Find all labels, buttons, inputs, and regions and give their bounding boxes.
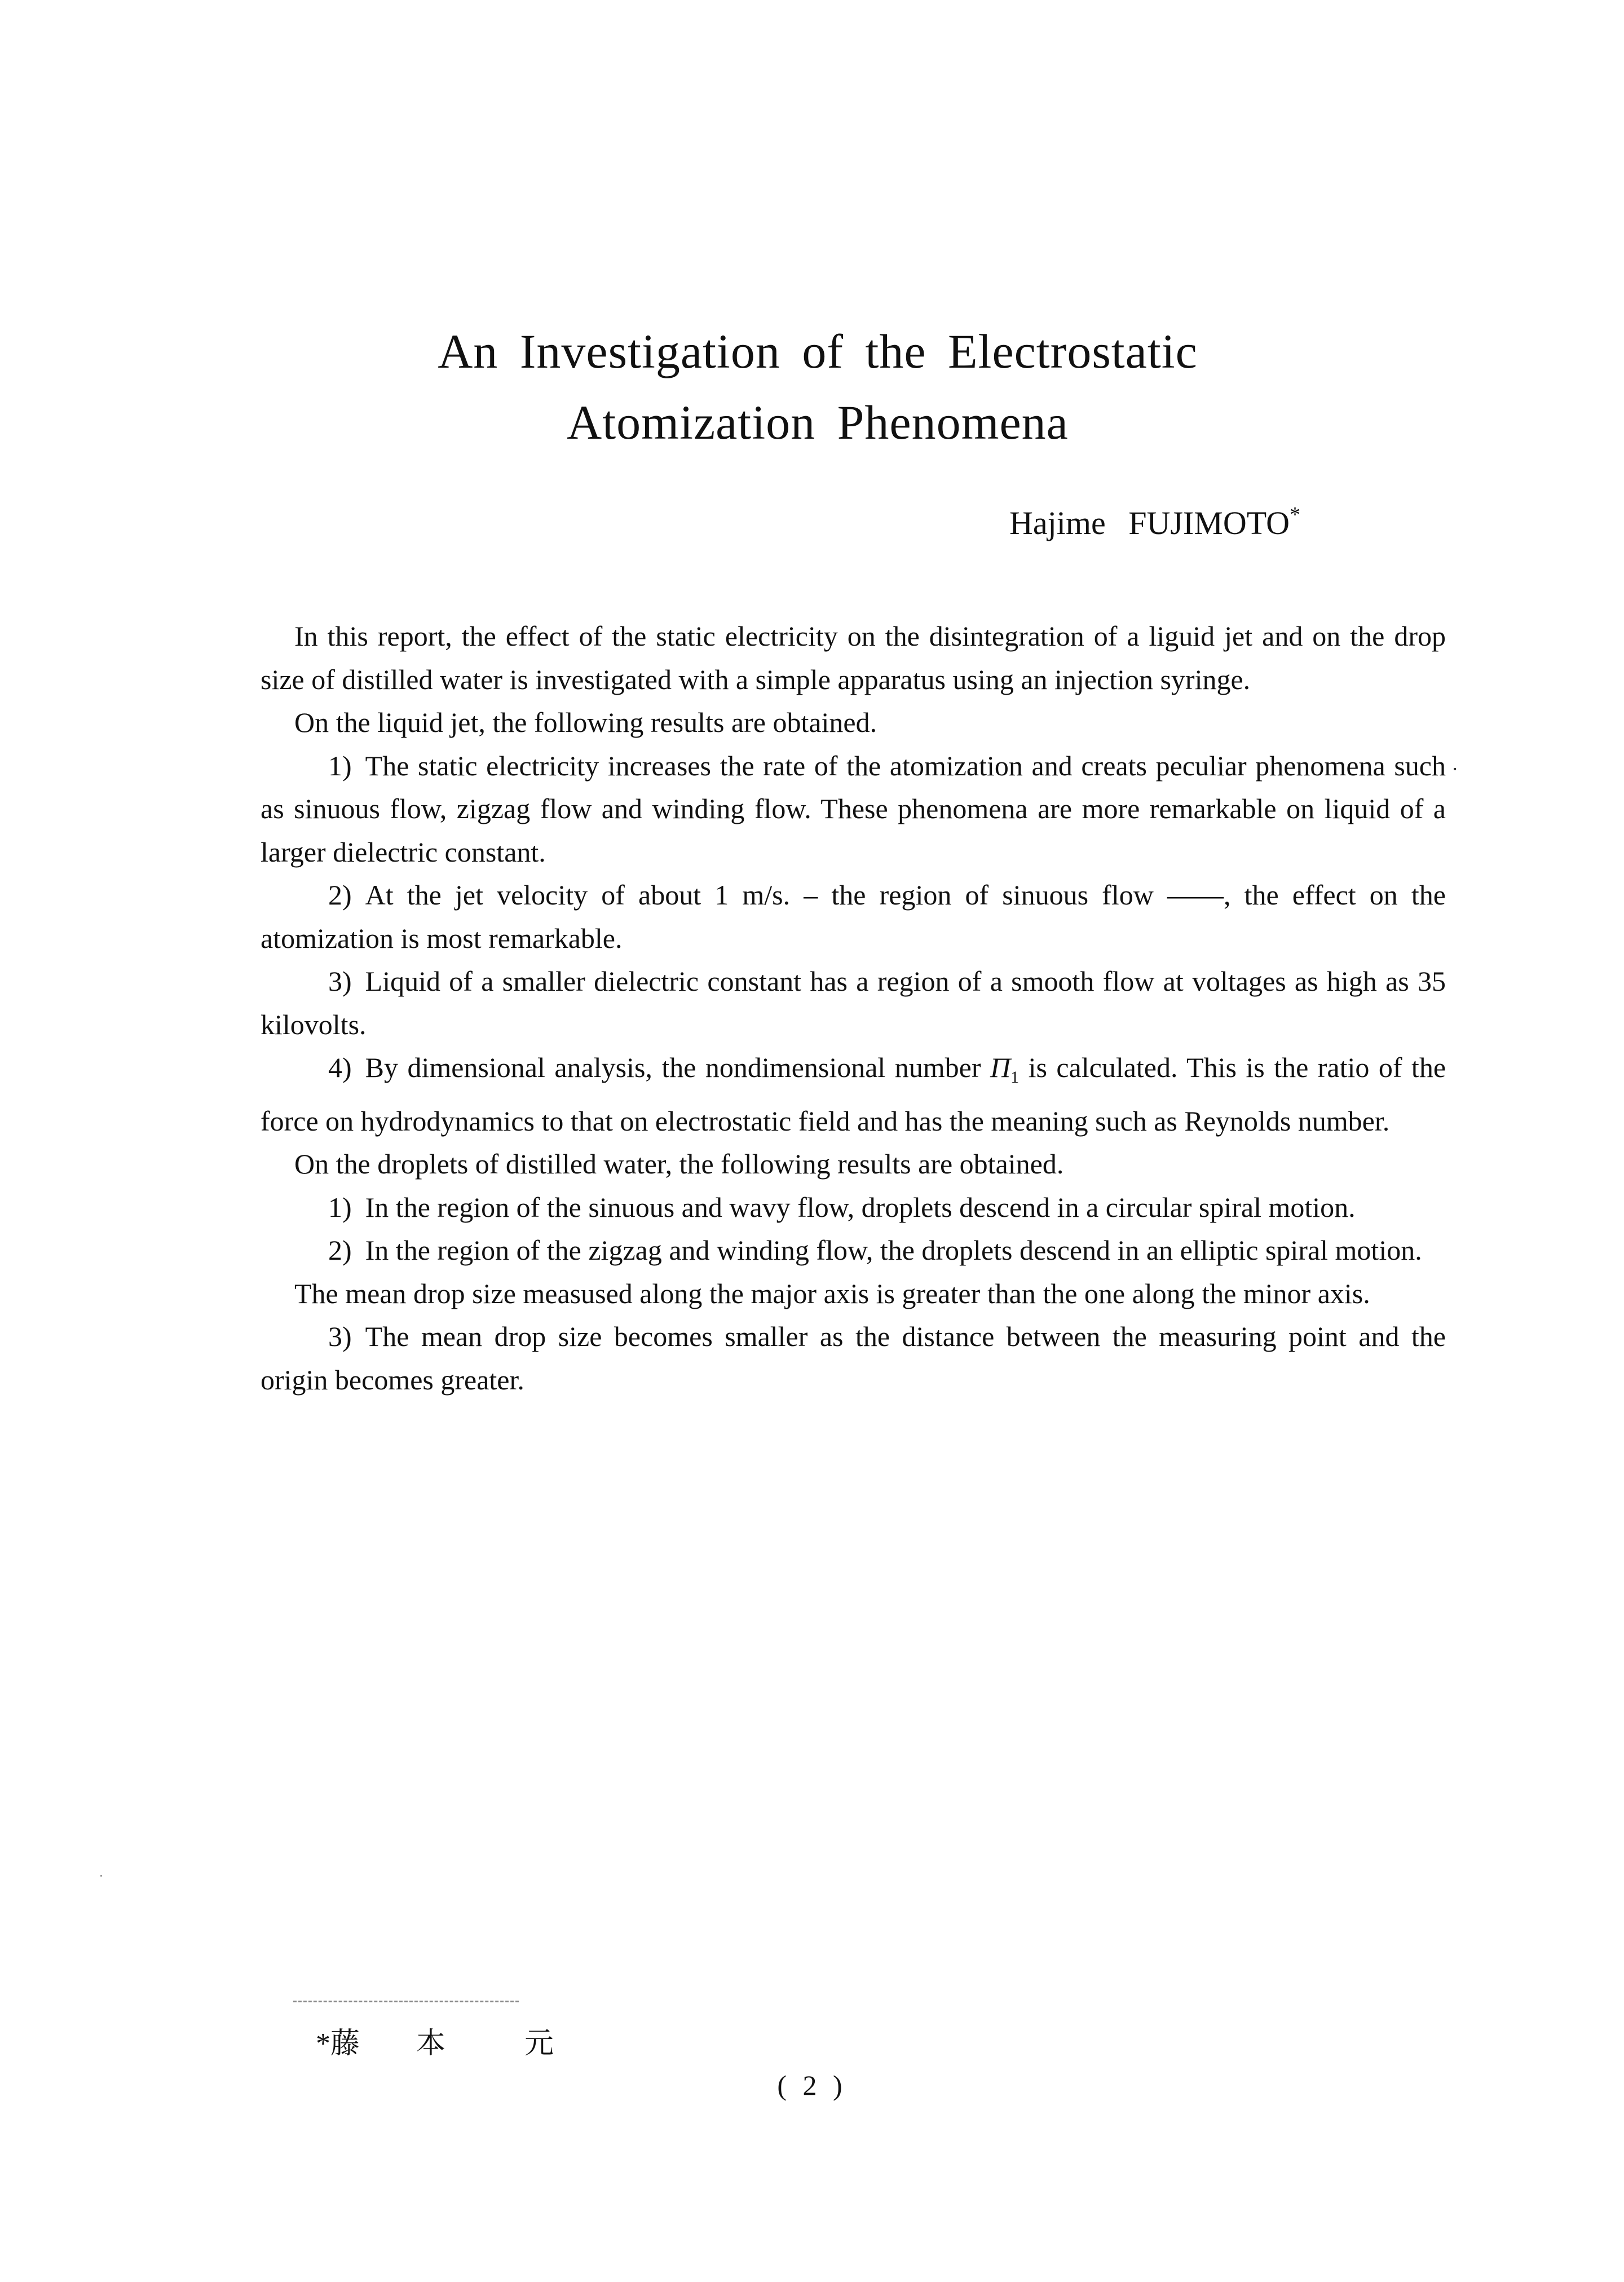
item-number: 3) <box>328 965 352 997</box>
jet-results-heading: On the liquid jet, the following results are obtained. <box>294 707 877 738</box>
paper-title <box>0 316 1624 458</box>
item-number: 2) <box>328 1234 352 1266</box>
item-text-before: By dimensional analysis, the nondimensional number <box>365 1052 981 1083</box>
item-number: 2) <box>328 879 352 911</box>
abstract-intro: In this report, the effect of the static electricity on the disintegration of a liguid jet and on the drop size of distilled water is investigated with a simple apparatus using an injection syringe. <box>261 620 1446 695</box>
item-text: The static electricity increases the rate of the atomization and creats peculiar phenomena such as sinuous flow, zigzag flow and winding flow. These phenomena are more remarkable on liquid of a larger dielectric constant. <box>261 749 1446 868</box>
title-line-2: Atomization Phenomena <box>567 395 1069 449</box>
item-text: At the jet velocity of about 1 m/s. – the region of sinuous flow ——, the effect on the atomization is most remarkable. <box>261 879 1446 954</box>
item-number: 4) <box>328 1052 352 1083</box>
item-text: In the region of the zigzag and winding flow, the droplets descend in an elliptic spiral motion. <box>365 1234 1422 1266</box>
page-number: ( 2 ) <box>777 2069 847 2101</box>
droplet-result-item <box>261 1186 1446 1229</box>
abstract <box>261 615 1446 1401</box>
footnote <box>316 2024 554 2064</box>
scan-speck <box>1454 768 1456 770</box>
footnote-char: 本 <box>416 2028 446 2060</box>
item-text: The mean drop size becomes smaller as the distance between the measuring point and the origin becomes greater. <box>261 1321 1446 1396</box>
footnote-char: 藤 <box>330 2028 360 2060</box>
author-byline <box>1009 495 1300 543</box>
jet-result-item <box>261 1046 1446 1142</box>
title-line-1: An Investigation of the Electrostatic <box>438 324 1198 378</box>
item-text-after: is calculated. This is the ratio of the force on hydrodynamics to that on electrostatic field and has the meaning such as Reynolds number. <box>261 1052 1446 1137</box>
item-text: Liquid of a smaller dielectric constant has a region of a smooth flow at voltages as high as 35 kilovolts. <box>261 965 1446 1040</box>
item-number: 3) <box>328 1321 352 1352</box>
author-footnote-mark: * <box>1289 503 1300 527</box>
footnote-rule <box>293 2001 519 2002</box>
jet-result-item <box>261 873 1446 960</box>
droplet-note: The mean drop size measused along the major axis is greater than the one along the minor axis. <box>294 1277 1370 1309</box>
footnote-mark: * <box>316 2028 330 2060</box>
droplet-result-item <box>261 1315 1446 1401</box>
jet-result-item <box>261 960 1446 1046</box>
item-number: 1) <box>328 1191 352 1223</box>
item-text: In the region of the sinuous and wavy flow, droplets descend in a circular spiral motion. <box>365 1191 1356 1223</box>
item-number: 1) <box>328 749 352 782</box>
nondimensional-symbol: $\Pi_1$ <box>990 1052 1020 1087</box>
author-name: Hajime FUJIMOTO <box>1009 505 1290 541</box>
jet-result-item <box>261 744 1446 874</box>
scan-speck <box>100 1875 102 1877</box>
droplet-results-heading: On the droplets of distilled water, the following results are obtained. <box>294 1148 1064 1180</box>
footnote-char: 元 <box>524 2028 554 2060</box>
droplet-result-item <box>261 1229 1446 1272</box>
